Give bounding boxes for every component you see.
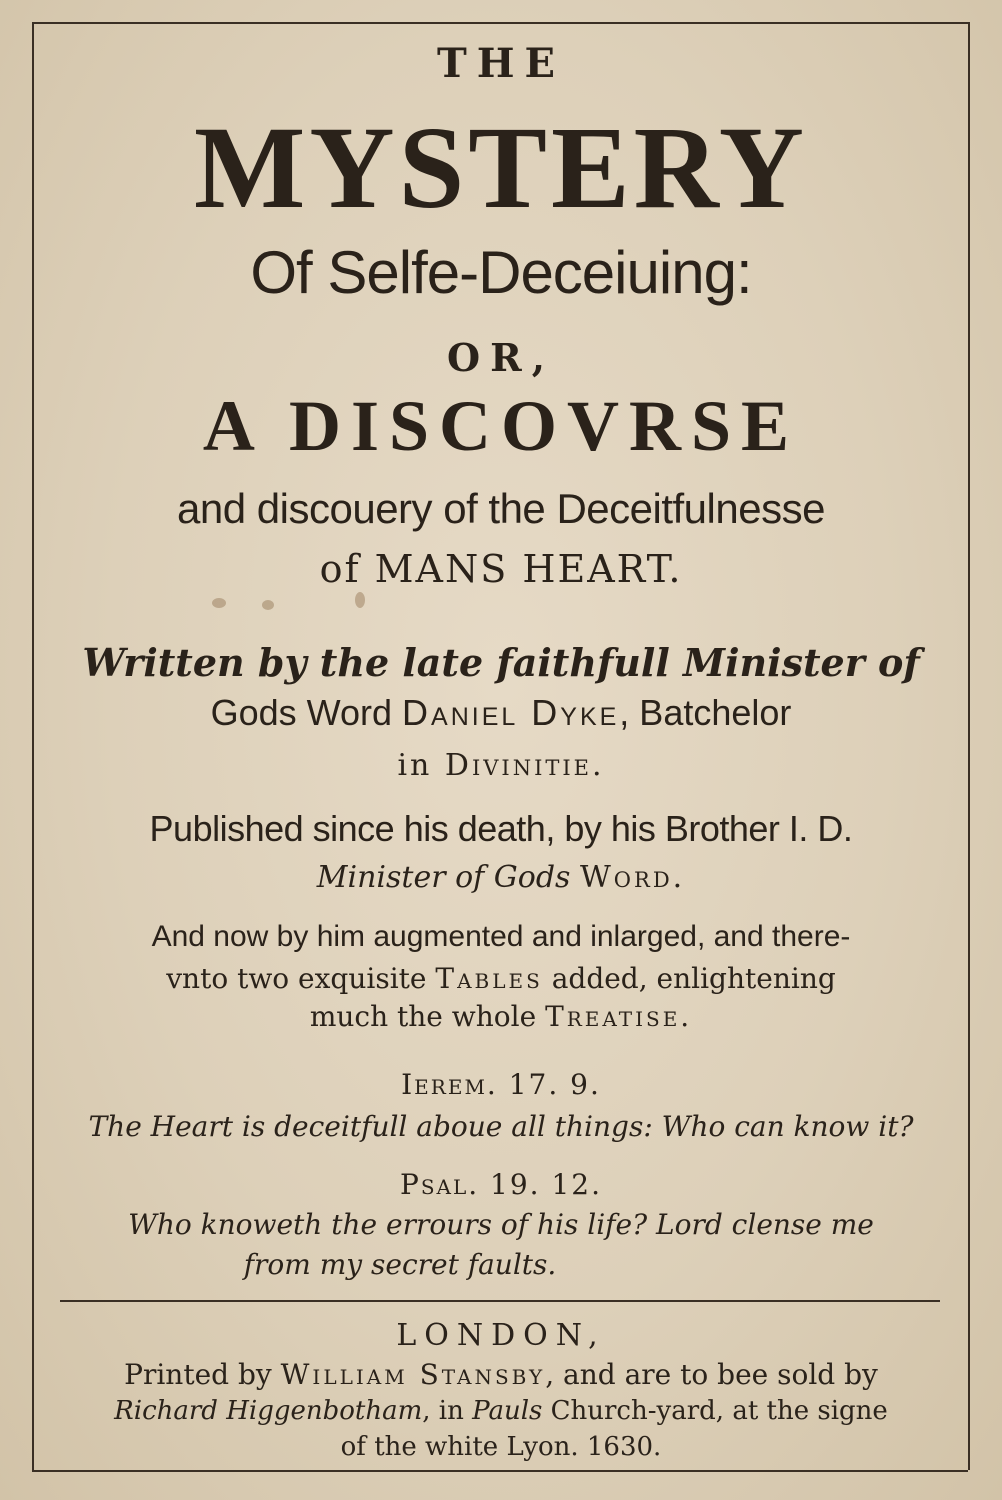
augmented-tables: Tables (435, 962, 543, 995)
stain-spot (262, 600, 274, 610)
author-line2-b: , Batchelor (619, 692, 792, 733)
verse-text-1: The Heart is deceitfull aboue all things: Who can know it? (88, 1110, 914, 1143)
augmented-treatise: Treatise. (545, 1000, 693, 1033)
author-degree: Divinitie. (444, 748, 605, 783)
imprint-bookseller-line (40, 1396, 962, 1426)
publisher-note-line2 (40, 860, 962, 895)
publisher-note-word: Word. (579, 860, 686, 895)
imprint-pauls: Pauls (472, 1396, 543, 1426)
stain-spot (355, 592, 365, 608)
title-subtitle: Of Selfe-Deceiuing: (250, 239, 752, 306)
discourse-desc-line1: and discouery of the Deceitfulnesse (177, 485, 825, 532)
stain-spot (212, 598, 226, 608)
border-bottom (32, 1470, 968, 1472)
imprint-printed-b: , and are to bee sold by (545, 1358, 878, 1391)
author-line3-a: in (397, 748, 445, 783)
title-main: MYSTERY (194, 102, 808, 233)
augmented-line2-a: vnto two exquisite (166, 962, 436, 995)
imprint-bookseller-b: , in (422, 1396, 473, 1426)
verse-ref-1: Ierem. 17. 9. (401, 1068, 601, 1101)
imprint-bookseller-c: Church-yard, at the signe (542, 1396, 888, 1426)
border-right (968, 22, 970, 1470)
author-line1: Written by the late faithfull Minister of (82, 640, 920, 685)
imprint-divider (60, 1300, 940, 1302)
publisher-note-line2-a: Minister of Gods (316, 860, 580, 895)
augmented-line2-c: added, enlightening (542, 962, 836, 995)
discourse-desc-line2: of MANS HEART. (319, 547, 683, 591)
imprint-bookseller: Richard Higgenbotham (114, 1396, 423, 1426)
border-top (32, 22, 968, 24)
imprint-date-line: of the white Lyon. 1630. (340, 1432, 662, 1462)
imprint-printed-a: Printed by (124, 1358, 281, 1391)
verse-text-2: Who knoweth the errours of his life? Lord clense me (128, 1208, 874, 1241)
or-line: OR, (447, 335, 555, 380)
publisher-note-line1: Published since his death, by his Brother I. D. (149, 808, 853, 849)
imprint-printer-line (40, 1358, 962, 1391)
author-line2 (40, 692, 962, 734)
augmented-line1: And now by him augmented and inlarged, and there- (151, 920, 851, 953)
verse-text-2-cont: from my secret faults. (243, 1248, 557, 1281)
title-the: THE (436, 40, 566, 87)
verse-ref-2: Psal. 19. 12. (399, 1168, 603, 1201)
augmented-line3-a: much the whole (309, 1000, 546, 1033)
author-name: Daniel Dyke (402, 692, 620, 733)
imprint-printer: William Stansby (280, 1358, 546, 1391)
augmented-line2 (40, 962, 962, 995)
imprint-city: LONDON, (396, 1318, 606, 1353)
border-left (32, 22, 34, 1470)
augmented-line3 (40, 1000, 962, 1033)
author-line2-a: Gods Word (210, 692, 403, 733)
author-line3 (40, 748, 962, 783)
discourse-heading: A DISCOVRSE (202, 386, 800, 466)
